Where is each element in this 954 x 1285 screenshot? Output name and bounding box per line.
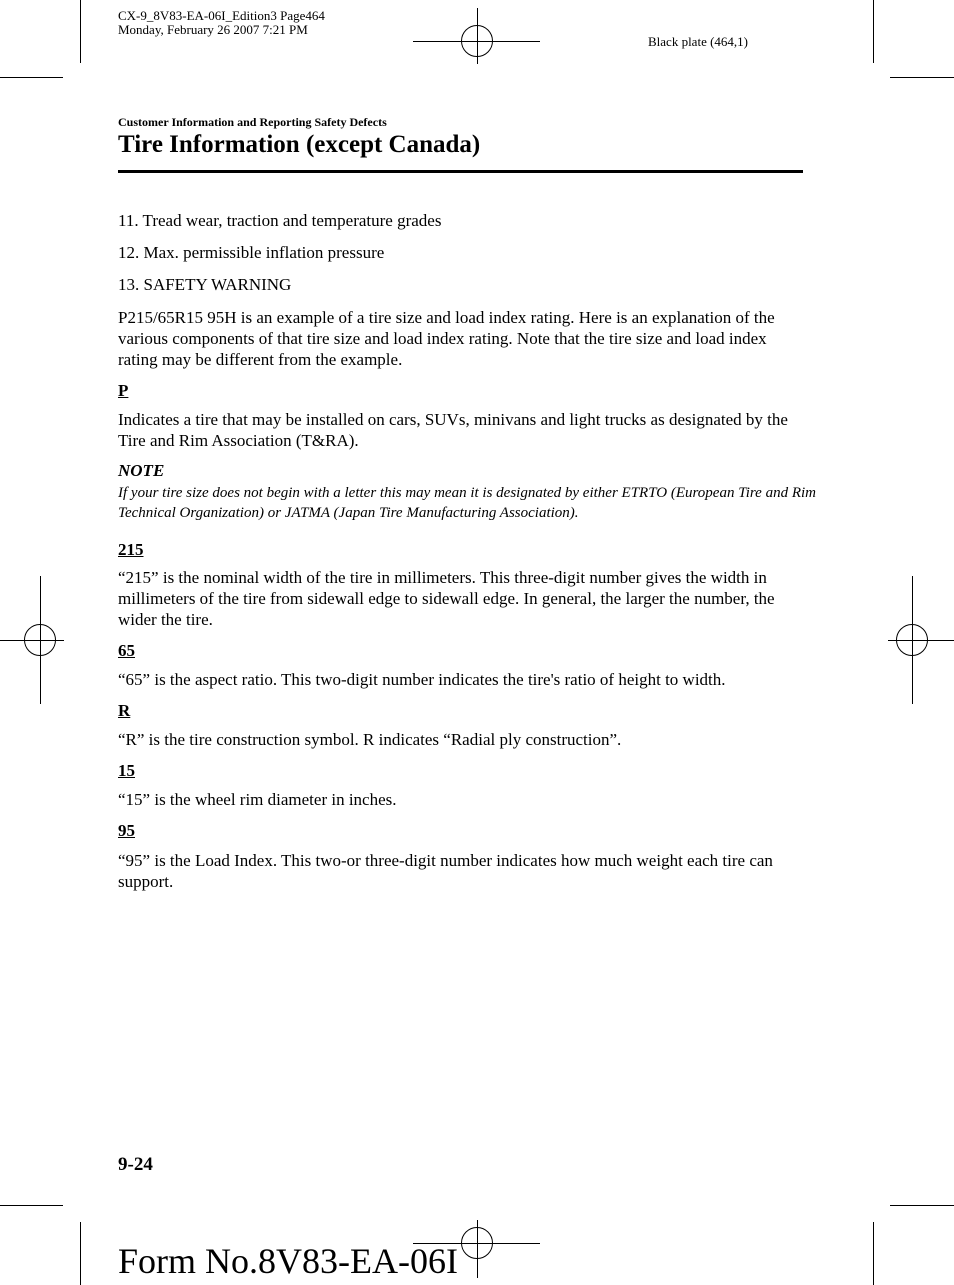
heading-215: 215: [118, 540, 144, 559]
paragraph-215: “215” is the nominal width of the tire in millimeters. This three-digit number gives the width in millimeters of the tire from sidewall edge to sidewall edge. In general, the larger the number, the wider the tire.: [118, 568, 775, 629]
paragraph-r: “R” is the tire construction symbol. R indicates “Radial ply construction”.: [118, 730, 622, 749]
paragraph-15: “15” is the wheel rim diameter in inches.: [118, 790, 397, 809]
heading-65: 65: [118, 641, 135, 660]
section-header: Customer Information and Reporting Safety Defects: [118, 115, 387, 129]
list-item: 13. SAFETY WARNING: [118, 275, 292, 294]
paragraph-95: “95” is the Load Index. This two-or three-digit number indicates how much weight each tire can support.: [118, 851, 773, 891]
intro-paragraph: P215/65R15 95H is an example of a tire size and load index rating. Here is an explanation of the various components of that tire size and load index rating. Note that the tire size and load index rating may be different from the example.: [118, 308, 775, 369]
slug-job-line: CX-9_8V83-EA-06I_Edition3 Page464: [118, 8, 325, 23]
list-item: 11. Tread wear, traction and temperature grades: [118, 211, 442, 230]
page-title: Tire Information (except Canada): [118, 131, 481, 158]
heading-95: 95: [118, 821, 135, 840]
heading-r: R: [118, 701, 131, 720]
paragraph-p: Indicates a tire that may be installed on cars, SUVs, minivans and light trucks as designated by the Tire and Rim Association (T&RA).: [118, 410, 788, 450]
paragraph-65: “65” is the aspect ratio. This two-digit number indicates the tire's ratio of height to width.: [118, 670, 726, 689]
note-label: NOTE: [118, 461, 165, 480]
form-number: Form No.8V83-EA-06I: [118, 1241, 458, 1281]
note-text: If your tire size does not begin with a letter this may mean it is designated by either ETRTO (European Tire and Rim Technical Organization) or JATMA (Japan Tire Manufacturing Association).: [118, 485, 816, 521]
title-rule: [118, 170, 803, 173]
page-number: 9-24: [118, 1154, 153, 1175]
heading-p: P: [118, 381, 129, 400]
slug-plate: Black plate (464,1): [648, 34, 748, 49]
list-item: 12. Max. permissible inflation pressure: [118, 243, 385, 262]
slug-date-line: Monday, February 26 2007 7:21 PM: [118, 22, 308, 37]
heading-15: 15: [118, 761, 135, 780]
